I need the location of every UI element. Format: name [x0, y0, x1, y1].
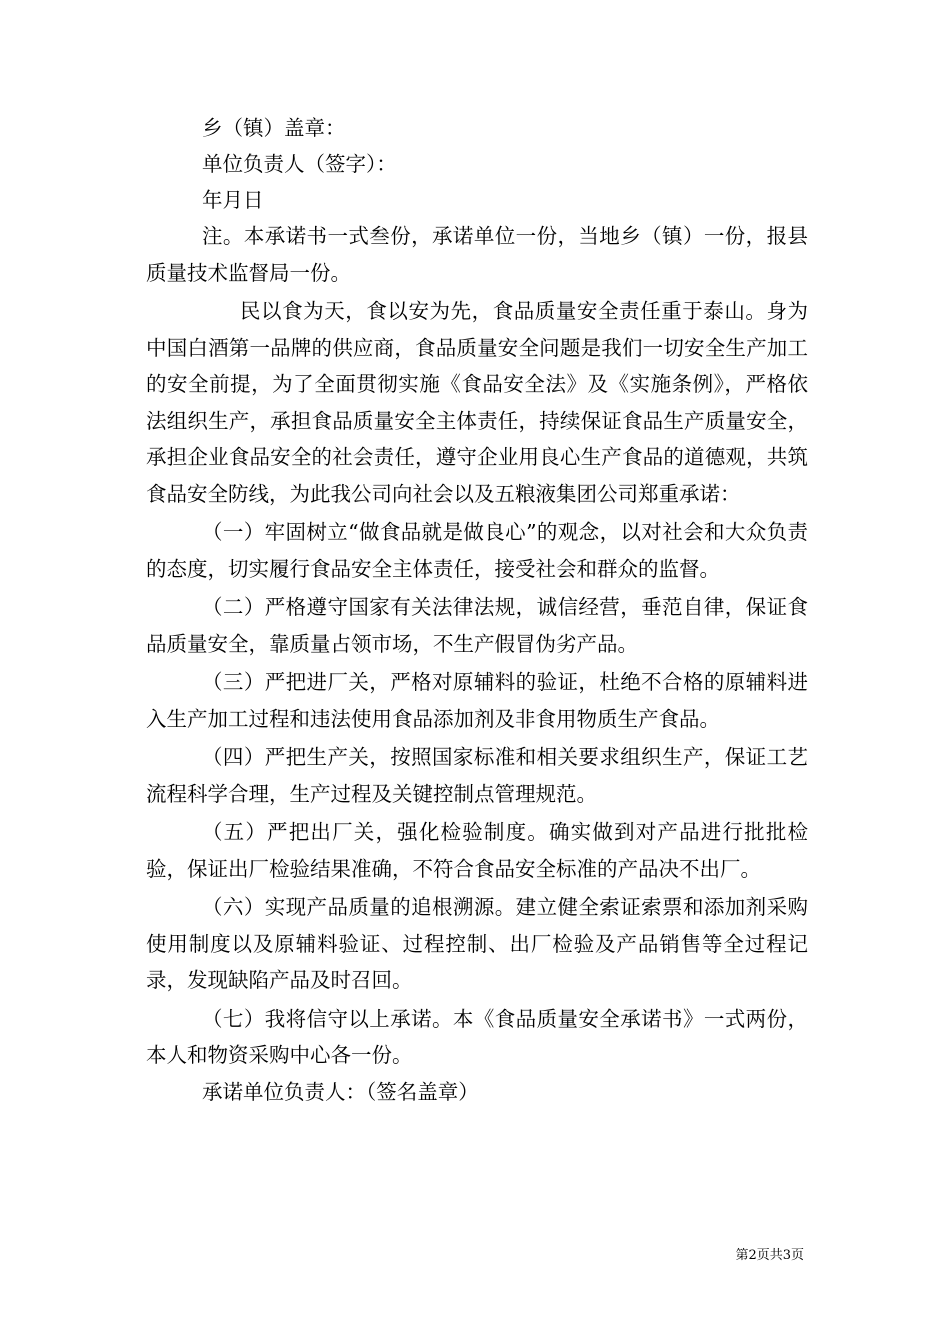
document-body: [146, 110, 808, 1110]
date-line: 年月日: [202, 188, 264, 212]
page-number: 第2页共3页: [735, 1248, 804, 1263]
commitment-6: （六）实现产品质量的追根溯源。建立健全索证索票和添加剂采购使用制度以及原辅料验证、过程控制、出厂检验及产品销售等全过程记录，发现缺陷产品及时召回。: [146, 895, 808, 992]
commitment-4: （四）严把生产关，按照国家标准和相关要求组织生产，保证工艺流程科学合理，生产过程及关键控制点管理规范。: [146, 745, 808, 806]
commitment-7: （七）我将信守以上承诺。本《食品质量安全承诺书》一式两份，本人和物资采购中心各一份。: [146, 1006, 808, 1067]
commitment-2: （二）严格遵守国家有关法律法规，诚信经营，垂范自律，保证食品质量安全，靠质量占领市场，不生产假冒伪劣产品。: [146, 595, 808, 656]
intro-paragraph: 民以食为天，食以安为先，食品质量安全责任重于泰山。身为中国白酒第一品牌的供应商，食品质量安全问题是我们一切安全生产加工的安全前提，为了全面贯彻实施《食品安全法》及《实施条例》，严格依法组织生产，承担食品质量安全主体责任，持续保证食品生产质量安全，承担企业食品安全的社会责任，遵守企业用良心生产食品的道德观，共筑食品安全防线，为此我公司向社会以及五粮液集团公司郑重承诺：: [146, 299, 808, 506]
commitment-3: （三）严把进厂关，严格对原辅料的验证，杜绝不合格的原辅料进入生产加工过程和违法使用食品添加剂及非食用物质生产食品。: [146, 670, 808, 731]
note-paragraph: 注。本承诺书一式叁份，承诺单位一份，当地乡（镇）一份，报县质量技术监督局一份。: [146, 224, 808, 285]
responsible-signature-line: 单位负责人（签字）：: [202, 152, 397, 176]
seal-line: 乡（镇）盖章：: [202, 116, 346, 140]
signature-line: 承诺单位负责人：（签名盖章）: [202, 1079, 479, 1104]
commitment-5: （五）严把出厂关，强化检验制度。确实做到对产品进行批批检验，保证出厂检验结果准确，不符合食品安全标准的产品决不出厂。: [146, 820, 808, 881]
commitment-1: （一）牢固树立“做食品就是做良心”的观念，以对社会和大众负责的态度，切实履行食品安全主体责任，接受社会和群众的监督。: [146, 520, 808, 581]
